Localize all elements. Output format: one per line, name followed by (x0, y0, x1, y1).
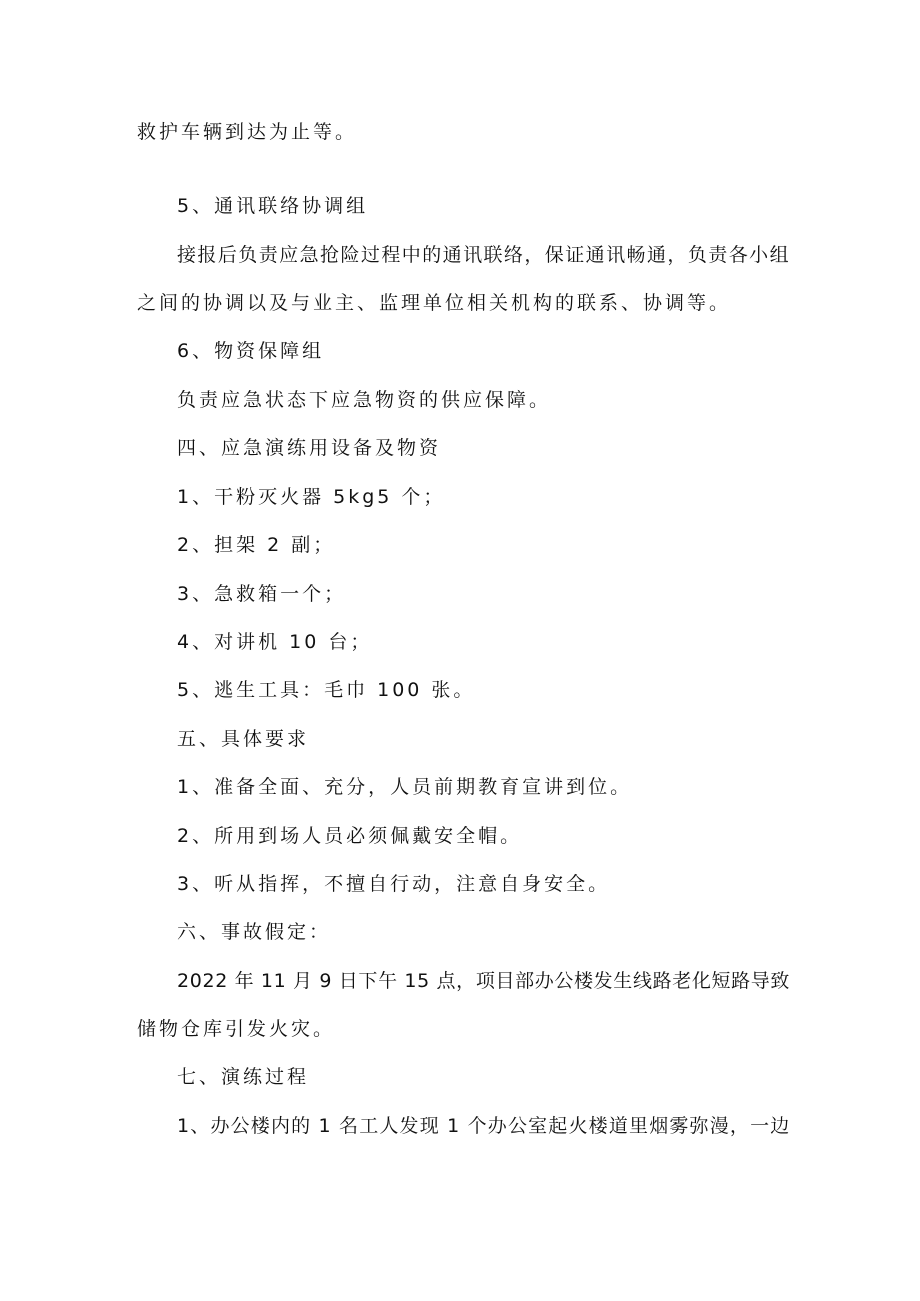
list-item: 3、急救箱一个； (177, 583, 347, 605)
section-heading: 四、应急演练用设备及物资 (177, 437, 442, 459)
section-heading: 六、事故假定： (177, 921, 332, 943)
section-heading: 6、物资保障组 (177, 340, 325, 362)
list-item: 1、准备全面、充分，人员前期教育宣讲到位。 (177, 776, 633, 798)
list-item: 1、干粉灭火器 5kg5 个； (177, 486, 446, 508)
list-item: 1、办公楼内的 1 名工人发现 1 个办公室起火楼道里烟雾弥漫，一边 (177, 1115, 791, 1137)
section-heading: 5、通讯联络协调组 (177, 195, 369, 217)
paragraph-line: 2022 年 11 月 9 日下午 15 点，项目部办公楼发生线路老化短路导致 (177, 970, 791, 992)
list-item: 2、所用到场人员必须佩戴安全帽。 (177, 825, 523, 847)
section-heading: 五、具体要求 (177, 728, 310, 750)
paragraph-line: 接报后负责应急抢险过程中的通讯联络，保证通讯畅通，负责各小组 (177, 244, 791, 266)
list-item: 4、对讲机 10 台； (177, 631, 373, 653)
paragraph-line: 之间的协调以及与业主、监理单位相关机构的联系、协调等。 (137, 292, 732, 314)
list-item: 3、听从指挥，不擅自行动，注意自身安全。 (177, 873, 611, 895)
section-heading: 七、演练过程 (177, 1066, 310, 1088)
list-item: 5、逃生工具：毛巾 100 张。 (177, 679, 476, 701)
paragraph-line: 救护车辆到达为止等。 (137, 121, 358, 143)
list-item: 2、担架 2 副； (177, 534, 336, 556)
paragraph-line: 储物仓库引发火灾。 (137, 1018, 336, 1040)
paragraph-line: 负责应急状态下应急物资的供应保障。 (177, 389, 552, 411)
